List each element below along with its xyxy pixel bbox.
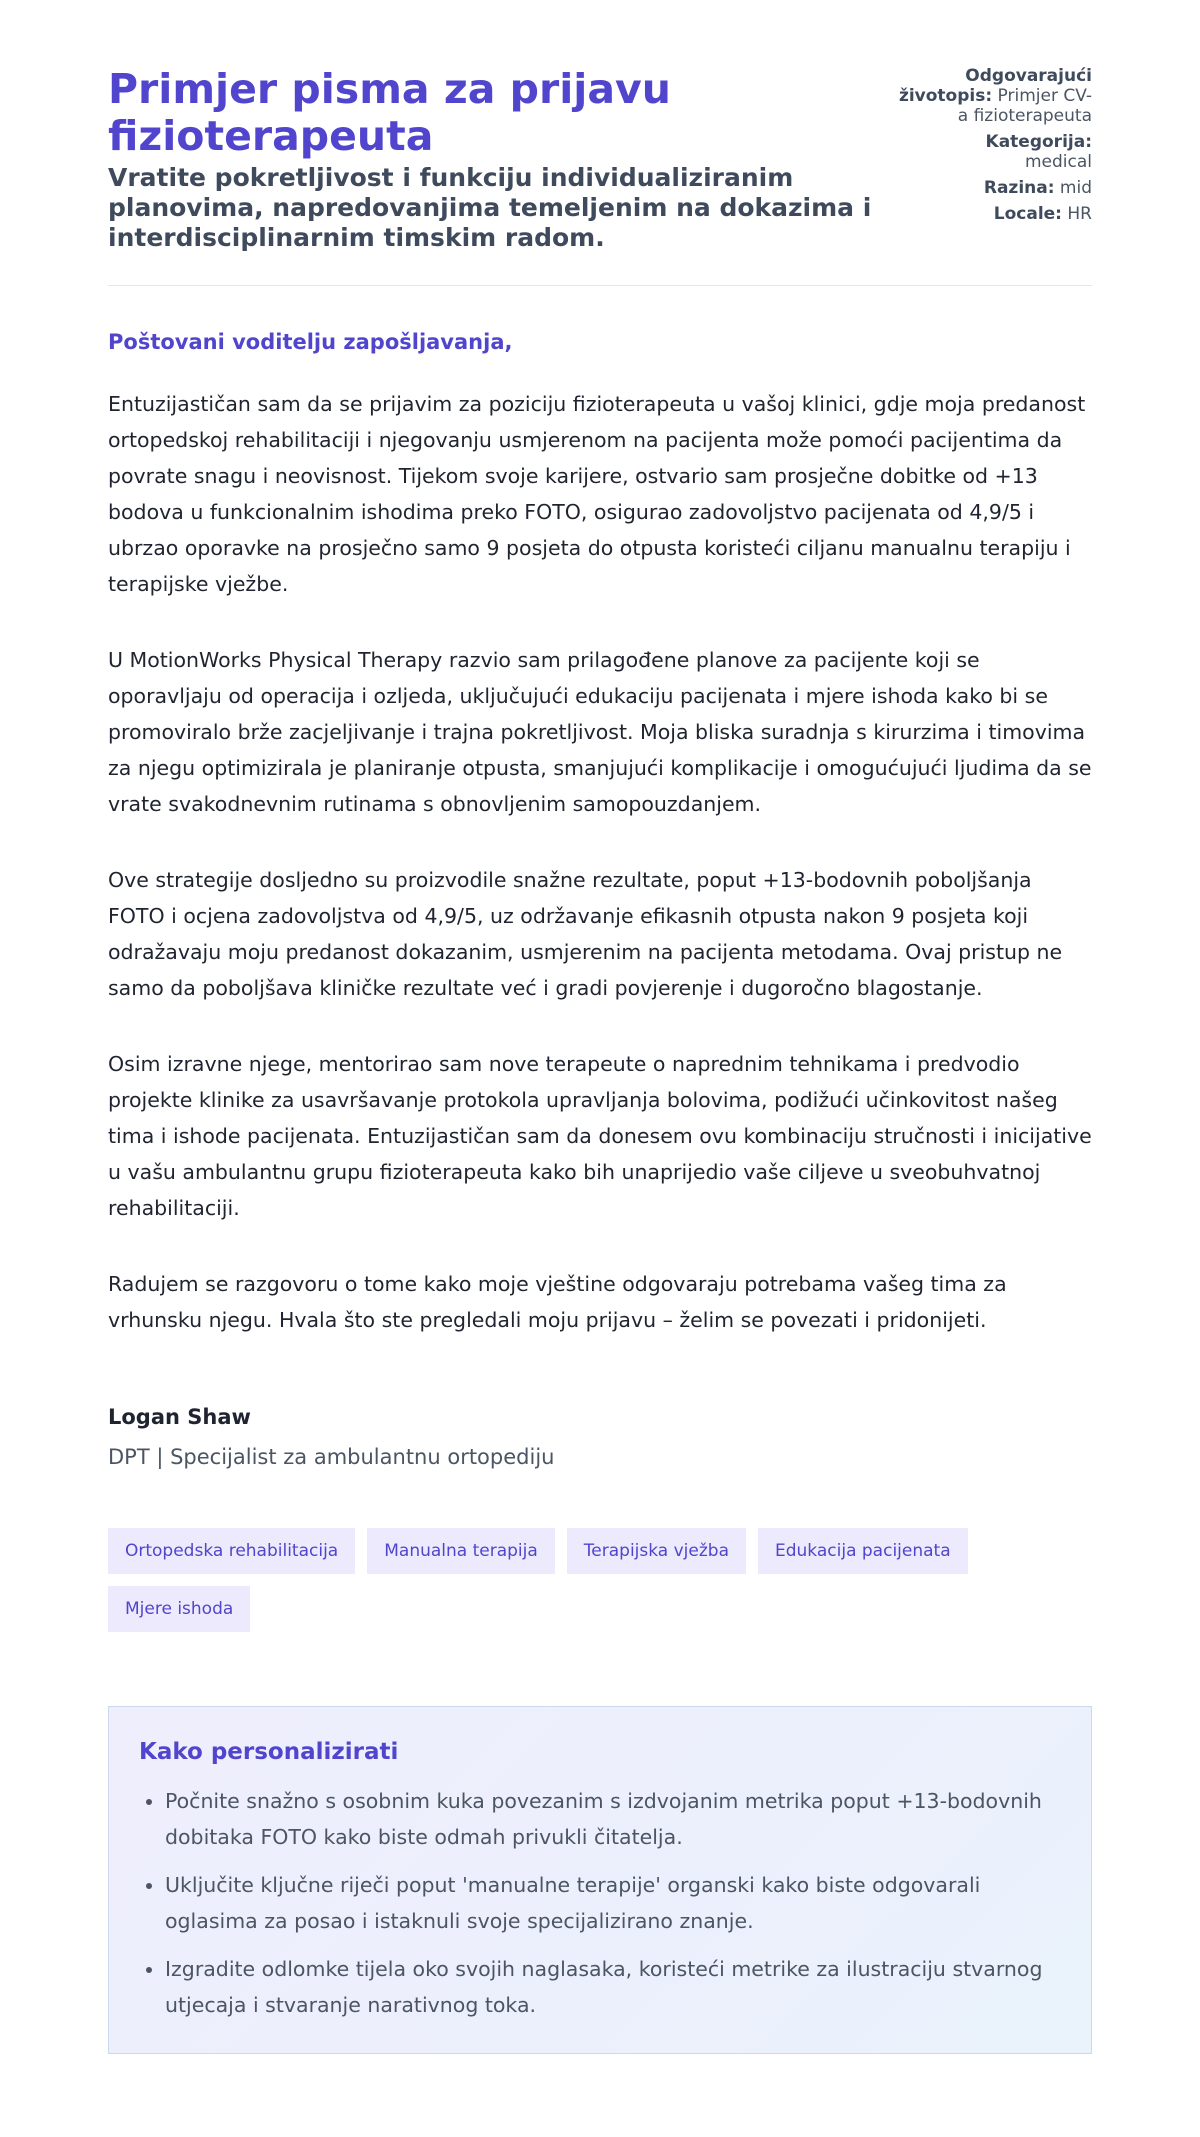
meta-category-value: medical (1024, 152, 1092, 172)
meta-locale-key: Locale: (993, 204, 1062, 224)
skill-tags (108, 1528, 1008, 1632)
tips-list (139, 1783, 1061, 2023)
page-title: Primjer pisma za prijavu fizioterapeuta (108, 65, 671, 160)
meta-resume-key: Odgovarajući životopis: (898, 66, 1092, 106)
tips-title: Kako personalizirati (139, 1739, 399, 1765)
page-subtitle: Vratite pokretljivost i funkciju individualiziranim planovima, napredovanjima temeljenim na dokazima i interdisciplinarnim timskim radom. (108, 163, 872, 252)
meta-locale (892, 204, 1092, 224)
letter-paragraph: Osim izravne njege, mentorirao sam nove terapeute o naprednim tehnikama i predvodio projekte klinike za usavršavanje protokola upravljanja bolovima, podižući učinkovitost našeg tima i ishode pacijenata. Entuzijastičan sam da donesem ovu kombinaciju stručnosti i inicijative u vašu ambulantnu grupu fizioterapeuta kako bih unaprijedio vaše ciljeve u sveobuhvatnoj rehabilitaciji. (108, 1052, 1092, 1220)
letter-paragraph: U MotionWorks Physical Therapy razvio sam prilagođene planove za pacijente koji se oporavljaju od operacija i ozljeda, uključujući edukaciju pacijenata i mjere ishoda kako bi se promoviralo brže zacjeljivanje i trajna pokretljivost. Moja bliska suradnja s kirurzima i timovima za njegu optimizirala je planiranje otpusta, smanjujući komplikacije i omogućujući ljudima da se vrate svakodnevnim rutinama s obnovljenim samopouzdanjem. (108, 648, 1092, 816)
signature-title: DPT | Specijalist za ambulantnu ortopediju (108, 1445, 555, 1469)
meta-category (892, 132, 1092, 172)
letter-paragraph: Radujem se razgovoru o tome kako moje vještine odgovaraju potrebama vašeg tima za vrhunsku njegu. Hvala što ste pregledali moju prijavu – želim se povezati i pridonijeti. (108, 1272, 1007, 1332)
meta-level-value: mid (1059, 178, 1092, 198)
meta-resume (892, 66, 1092, 126)
meta-level-key: Razina: (983, 178, 1055, 198)
salutation: Poštovani voditelju zapošljavanja, (108, 330, 513, 354)
tip-item: • Izgradite odlomke tijela oko svojih naglasaka, koristeći metrike za ilustraciju stvarnog utjecaja i stvaranje narativnog toka. (165, 1951, 1061, 2023)
page-header (108, 0, 1092, 286)
skill-tag: Terapijska vježba (567, 1528, 746, 1574)
letter-paragraph: Ove strategije dosljedno su proizvodile snažne rezultate, poput +13-bodovnih poboljšanja FOTO i ocjena zadovoljstva od 4,9/5, uz održavanje efikasnih otpusta nakon 9 posjeta koji odražavaju moju predanost dokazanim, usmjerenim na pacijenta metodama. Ovaj pristup ne samo da poboljšava kliničke rezultate već i gradi povjerenje i dugoročno blagostanje. (108, 868, 1063, 1000)
personalize-tips-box (108, 1706, 1092, 2054)
meta-panel (892, 66, 1092, 230)
meta-category-key: Kategorija: (985, 132, 1092, 152)
signature-name: Logan Shaw (108, 1405, 251, 1429)
skill-tag: Ortopedska rehabilitacija (108, 1528, 355, 1574)
tip-item: • Uključite ključne riječi poput 'manualne terapije' organski kako biste odgovarali oglasima za posao i istaknuli svoje specijalizirano znanje. (165, 1867, 1061, 1939)
letter-paragraph: Entuzijastičan sam da se prijavim za poziciju fizioterapeuta u vašoj klinici, gdje moja predanost ortopedskoj rehabilitaciji i njegovanju usmjerenom na pacijenta može pomoći pacijentima da povrate snagu i neovisnost. Tijekom svoje karijere, ostvario sam prosječne dobitke od +13 bodova u funkcionalnim ishodima preko FOTO, osigurao zadovoljstvo pacijenata od 4,9/5 i ubrzao oporavke na prosječno samo 9 posjeta do otpusta koristeći ciljanu manualnu terapiju i terapijske vježbe. (108, 392, 1086, 596)
meta-level (892, 178, 1092, 198)
meta-resume-value[interactable]: Primjer CV-a fizioterapeuta (957, 86, 1092, 126)
skill-tag: Mjere ishoda (108, 1586, 250, 1632)
skill-tag: Edukacija pacijenata (758, 1528, 968, 1574)
skill-tag: Manualna terapija (367, 1528, 555, 1574)
letter-body (108, 286, 1092, 2054)
meta-locale-value: HR (1067, 204, 1092, 224)
tip-item: • Počnite snažno s osobnim kuka povezanim s izdvojanim metrika poput +13-bodovnih dobitaka FOTO kako biste odmah privukli čitatelja. (165, 1783, 1061, 1855)
